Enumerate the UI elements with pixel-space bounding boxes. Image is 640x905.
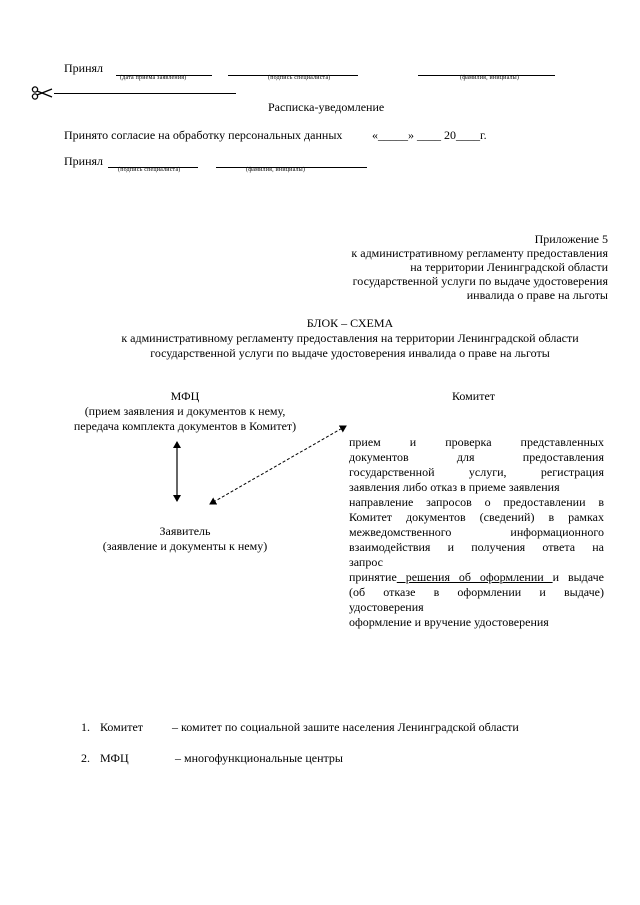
legend-term: МФЦ: [100, 751, 129, 765]
duty-line: межведомственного информационного: [349, 525, 604, 539]
legend-num: 2.: [81, 751, 90, 765]
decision-underlined: решения об оформлении: [396, 570, 553, 584]
duty-line: документов для предоставления: [349, 450, 604, 464]
appendix-line: инвалида о праве на льготы: [466, 288, 608, 302]
appendix-line: к административному регламенту предоставления: [351, 246, 608, 260]
appendix-line: на территории Ленинградской области: [410, 260, 608, 274]
duty-line-decision: [349, 570, 604, 585]
decision-suffix: и выдаче: [552, 570, 604, 584]
name-caption: (фамилия, инициалы): [460, 75, 520, 81]
duty-line: прием и проверка представленных: [349, 435, 604, 449]
decision-prefix: принятие: [349, 570, 397, 584]
notice-name-caption: (фамилия, инициалы): [246, 167, 306, 173]
notice-accepted-label: Принял: [64, 154, 104, 168]
applicant-title: Заявитель: [159, 524, 211, 538]
legend-num: 1.: [81, 720, 90, 734]
duty-line: взаимодействия и получения ответа на: [349, 540, 604, 554]
duty-line: оформление и вручение удостоверения: [349, 615, 549, 629]
mfc-title: МФЦ: [170, 389, 200, 403]
duty-line: удостоверения: [349, 600, 424, 614]
duty-line: заявления либо отказ в приеме заявления: [349, 480, 560, 494]
duty-line: государственной услуги, регистрация: [349, 465, 604, 479]
signature-caption: (подпись специалиста): [268, 75, 331, 81]
accepted-label: Принял: [64, 61, 104, 75]
committee-duties: [349, 435, 604, 630]
notice-title: Расписка-уведомление: [268, 100, 385, 114]
legend-term: Комитет: [100, 720, 144, 734]
consent-text: Принято согласие на обработку персональных данных: [64, 128, 343, 142]
appendix-line: Приложение 5: [534, 232, 608, 246]
applicant-line-1: (заявление и документы к нему): [102, 539, 268, 553]
notice-signature-caption: (подпись специалиста): [118, 167, 181, 173]
duty-line: запрос: [349, 555, 383, 569]
duty-line: Комитет документов (сведений) в рамках: [349, 510, 604, 524]
consent-date: «_____» ____ 20____г.: [372, 128, 487, 142]
legend-definition: – многофункциональные центры: [175, 751, 343, 765]
mfc-line-1: (прием заявления и документов к нему,: [84, 404, 286, 418]
duty-line: (об отказе в оформлении и выдаче): [349, 585, 604, 599]
date-caption: (дата приема заявления): [120, 75, 187, 81]
appendix-line: государственной услуги по выдаче удостоверения: [352, 274, 608, 288]
legend-definition: – комитет по социальной зашите населения Ленинградской области: [172, 720, 519, 734]
scheme-subtitle-2: государственной услуги по выдаче удостоверения инвалида о праве на льготы: [150, 346, 550, 360]
scheme-subtitle-1: к административному регламенту предоставления на территории Ленинградской области: [121, 331, 579, 345]
committee-title: Комитет: [452, 389, 496, 403]
scheme-title: БЛОК – СХЕМА: [306, 316, 394, 330]
duty-line: направление запросов о предоставлении в: [349, 495, 604, 509]
mfc-line-2: передача комплекта документов в Комитет): [73, 419, 297, 433]
committee-applicant-arrow: [210, 426, 346, 504]
